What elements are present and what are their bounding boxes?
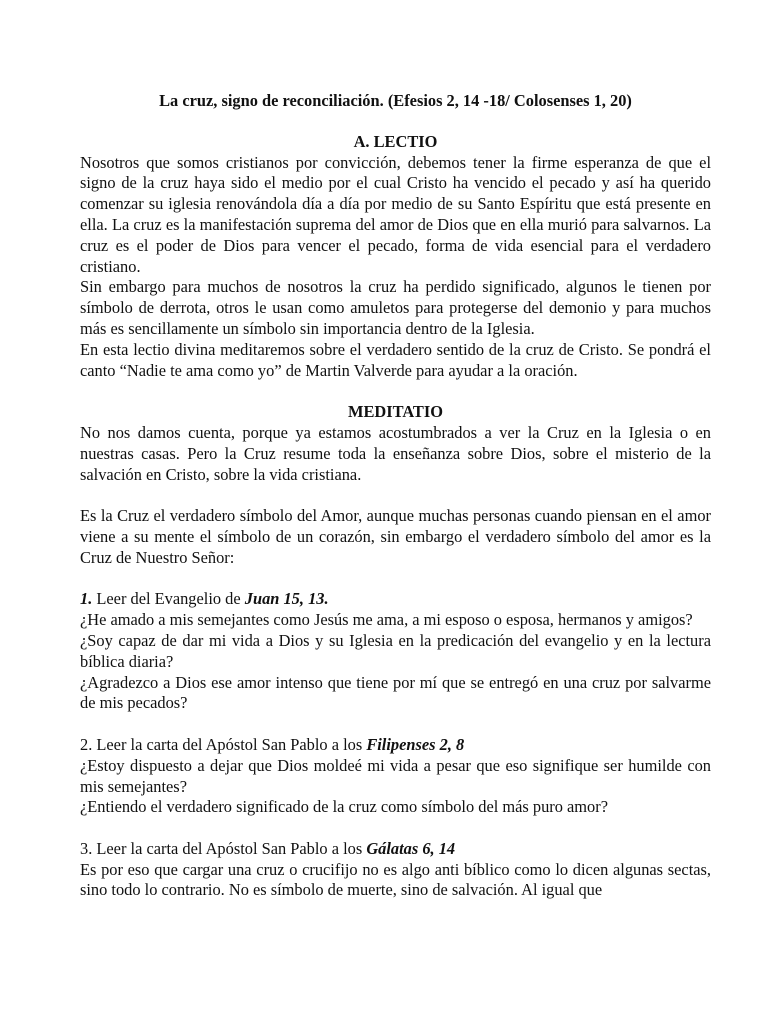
- lectio-paragraph: Nosotros que somos cristianos por convicción, debemos tener la firme esperanza de que el signo de la cruz haya sido el medio por el cual Cristo ha vencido el pecado y así ha querido comenzar su iglesia renovándola día a día por medio de su Santo Espíritu que está presente en ella. La cruz es la manifestación suprema del amor de Dios que en ella murió para salvarnos. La cruz es el poder de Dios para vencer el pecado, forma de vida esencial para el verdadero cristiano.: [80, 152, 711, 276]
- reflection-question: ¿Agradezco a Dios ese amor intenso que tiene por mí que se entregó en una cruz por salvarme de mis pecados?: [80, 672, 711, 713]
- paragraph-spacer: [80, 485, 711, 506]
- meditatio-intro: No nos damos cuenta, porque ya estamos acostumbrados a ver la Cruz en la Iglesia o en nuestras casas. Pero la Cruz resume toda la enseñanza sobre Dios, sobre el misterio de la salvación en Cristo, sobre la vida cristiana.: [80, 422, 711, 484]
- item-lead: Leer la carta del Apóstol San Pablo a los: [92, 734, 367, 754]
- section-spacer: [80, 381, 711, 402]
- item-number: 1.: [80, 589, 93, 609]
- paragraph-spacer: [80, 569, 711, 590]
- lectio-heading: A. LECTIO: [353, 131, 438, 151]
- reflection-question: ¿Soy capaz de dar mi vida a Dios y su Iglesia en la predicación del evangelio y en la lectura bíblica diaria?: [80, 630, 711, 671]
- document-title: La cruz, signo de reconciliación. (Efesios 2, 14 -18/ Colosenses 1, 20): [159, 91, 632, 110]
- meditatio-item-title: [80, 589, 711, 610]
- reflection-paragraph: Es por eso que cargar una cruz o crucifijo no es algo anti bíblico como lo dicen algunas sectas, sino todo lo contrario. No es símbolo de muerte, sino de salvación. Al igual que: [80, 859, 711, 900]
- meditatio-item-title: [80, 839, 711, 860]
- bible-reference: Gálatas 6, 14: [366, 838, 456, 858]
- bible-reference: Filipenses 2, 8: [366, 734, 465, 754]
- lectio-paragraph: Sin embargo para muchos de nosotros la cruz ha perdido significado, algunos le tienen por símbolo de derrota, otros le usan como amuletos para protegerse del demonio y para muchos más es sencillamente un símbolo sin importancia dentro de la Iglesia.: [80, 277, 711, 338]
- reflection-question: ¿Entiendo el verdadero significado de la cruz como símbolo del más puro amor?: [80, 797, 608, 817]
- reflection-question: ¿He amado a mis semejantes como Jesús me ama, a mi esposo o esposa, hermanos y amigos?: [80, 610, 693, 630]
- paragraph-spacer: [80, 714, 711, 735]
- item-lead: Leer del Evangelio de: [92, 589, 245, 609]
- item-number: 3.: [80, 838, 93, 858]
- meditatio-symbol: Es la Cruz el verdadero símbolo del Amor, aunque muchas personas cuando piensan en el amor viene a su mente el símbolo de un corazón, sin embargo el verdadero símbolo del amor es la Cruz de Nuestro Señor:: [80, 506, 711, 567]
- meditatio-item-title: [80, 735, 711, 756]
- lectio-paragraph: En esta lectio divina meditaremos sobre el verdadero sentido de la cruz de Cristo. Se pondrá el canto “Nadie te ama como yo” de Martin Valverde para ayudar a la oración.: [80, 339, 711, 380]
- bible-reference: Juan 15, 13.: [244, 589, 329, 609]
- meditatio-heading: MEDITATIO: [347, 402, 443, 422]
- item-lead: Leer la carta del Apóstol San Pablo a los: [92, 838, 367, 858]
- paragraph-spacer: [80, 818, 711, 839]
- item-number: 2.: [80, 734, 93, 754]
- reflection-question: ¿Estoy dispuesto a dejar que Dios moldeé mi vida a pesar que eso signifique ser humilde con mis semejantes?: [80, 755, 711, 796]
